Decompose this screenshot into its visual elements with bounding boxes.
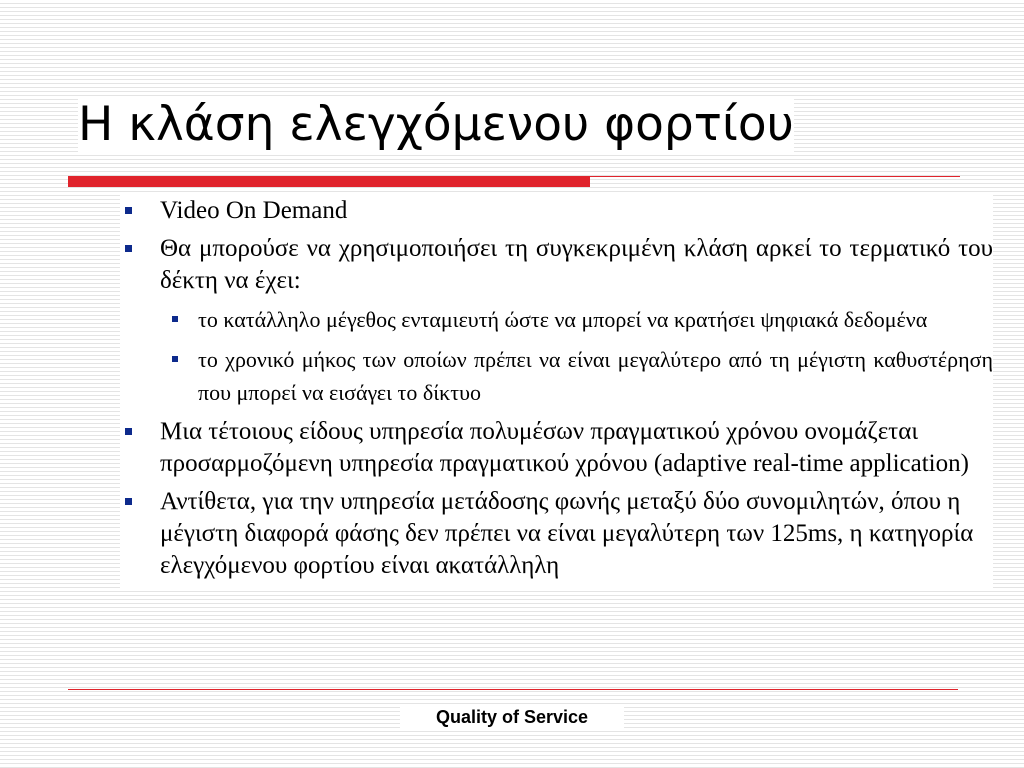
sub-bullet-item (160, 343, 993, 409)
bullet-text: Μια τέτοιους είδους υπηρεσία πολυμέσων πραγματικού χρόνου ονομάζεται προσαρμοζόμενη υπηρεσία πραγματικού χρόνου (adaptive real-time application) (160, 418, 969, 477)
title-underline-bar (68, 176, 590, 187)
bullet-item (120, 416, 993, 480)
square-bullet-icon (172, 316, 178, 322)
square-bullet-icon (172, 356, 178, 362)
square-bullet-icon (125, 498, 132, 505)
footer-rule (68, 689, 958, 690)
bullet-text: Θα μπορούσε να χρησιμοποιήσει τη συγκεκριμένη κλάση αρκεί το τερματικό του δέκτη να έχει: (160, 235, 993, 294)
bullet-item (120, 233, 993, 297)
slide-content (120, 195, 993, 588)
bullet-item (120, 486, 993, 582)
title-underline-rule (590, 176, 960, 177)
footer-label: Quality of Service (400, 706, 624, 728)
bullet-text: Video On Demand (160, 197, 348, 224)
sub-bullet-text: το χρονικό μήκος των οποίων πρέπει να είναι μεγαλύτερο από τη μέγιστη καθυστέρηση που μπορεί να εισάγει το δίκτυο (198, 347, 993, 405)
square-bullet-icon (125, 245, 132, 252)
sub-bullet-item (160, 303, 993, 336)
bullet-item (120, 195, 993, 227)
square-bullet-icon (125, 207, 132, 214)
sub-bullet-text: το κατάλληλο μέγεθος ενταμιευτή ώστε να μπορεί να κρατήσει ψηφιακά δεδομένα (198, 307, 928, 332)
square-bullet-icon (125, 428, 132, 435)
bullet-text: Αντίθετα, για την υπηρεσία μετάδοσης φωνής μεταξύ δύο συνομιλητών, όπου η μέγιστη διαφορά φάσης δεν πρέπει να είναι μεγαλύτερη των 125ms, η κατηγορία ελεγχόμενου φορτίου είναι ακατάλληλη (160, 488, 974, 579)
slide-title: Η κλάση ελεγχόμενου φορτίου (78, 97, 794, 152)
